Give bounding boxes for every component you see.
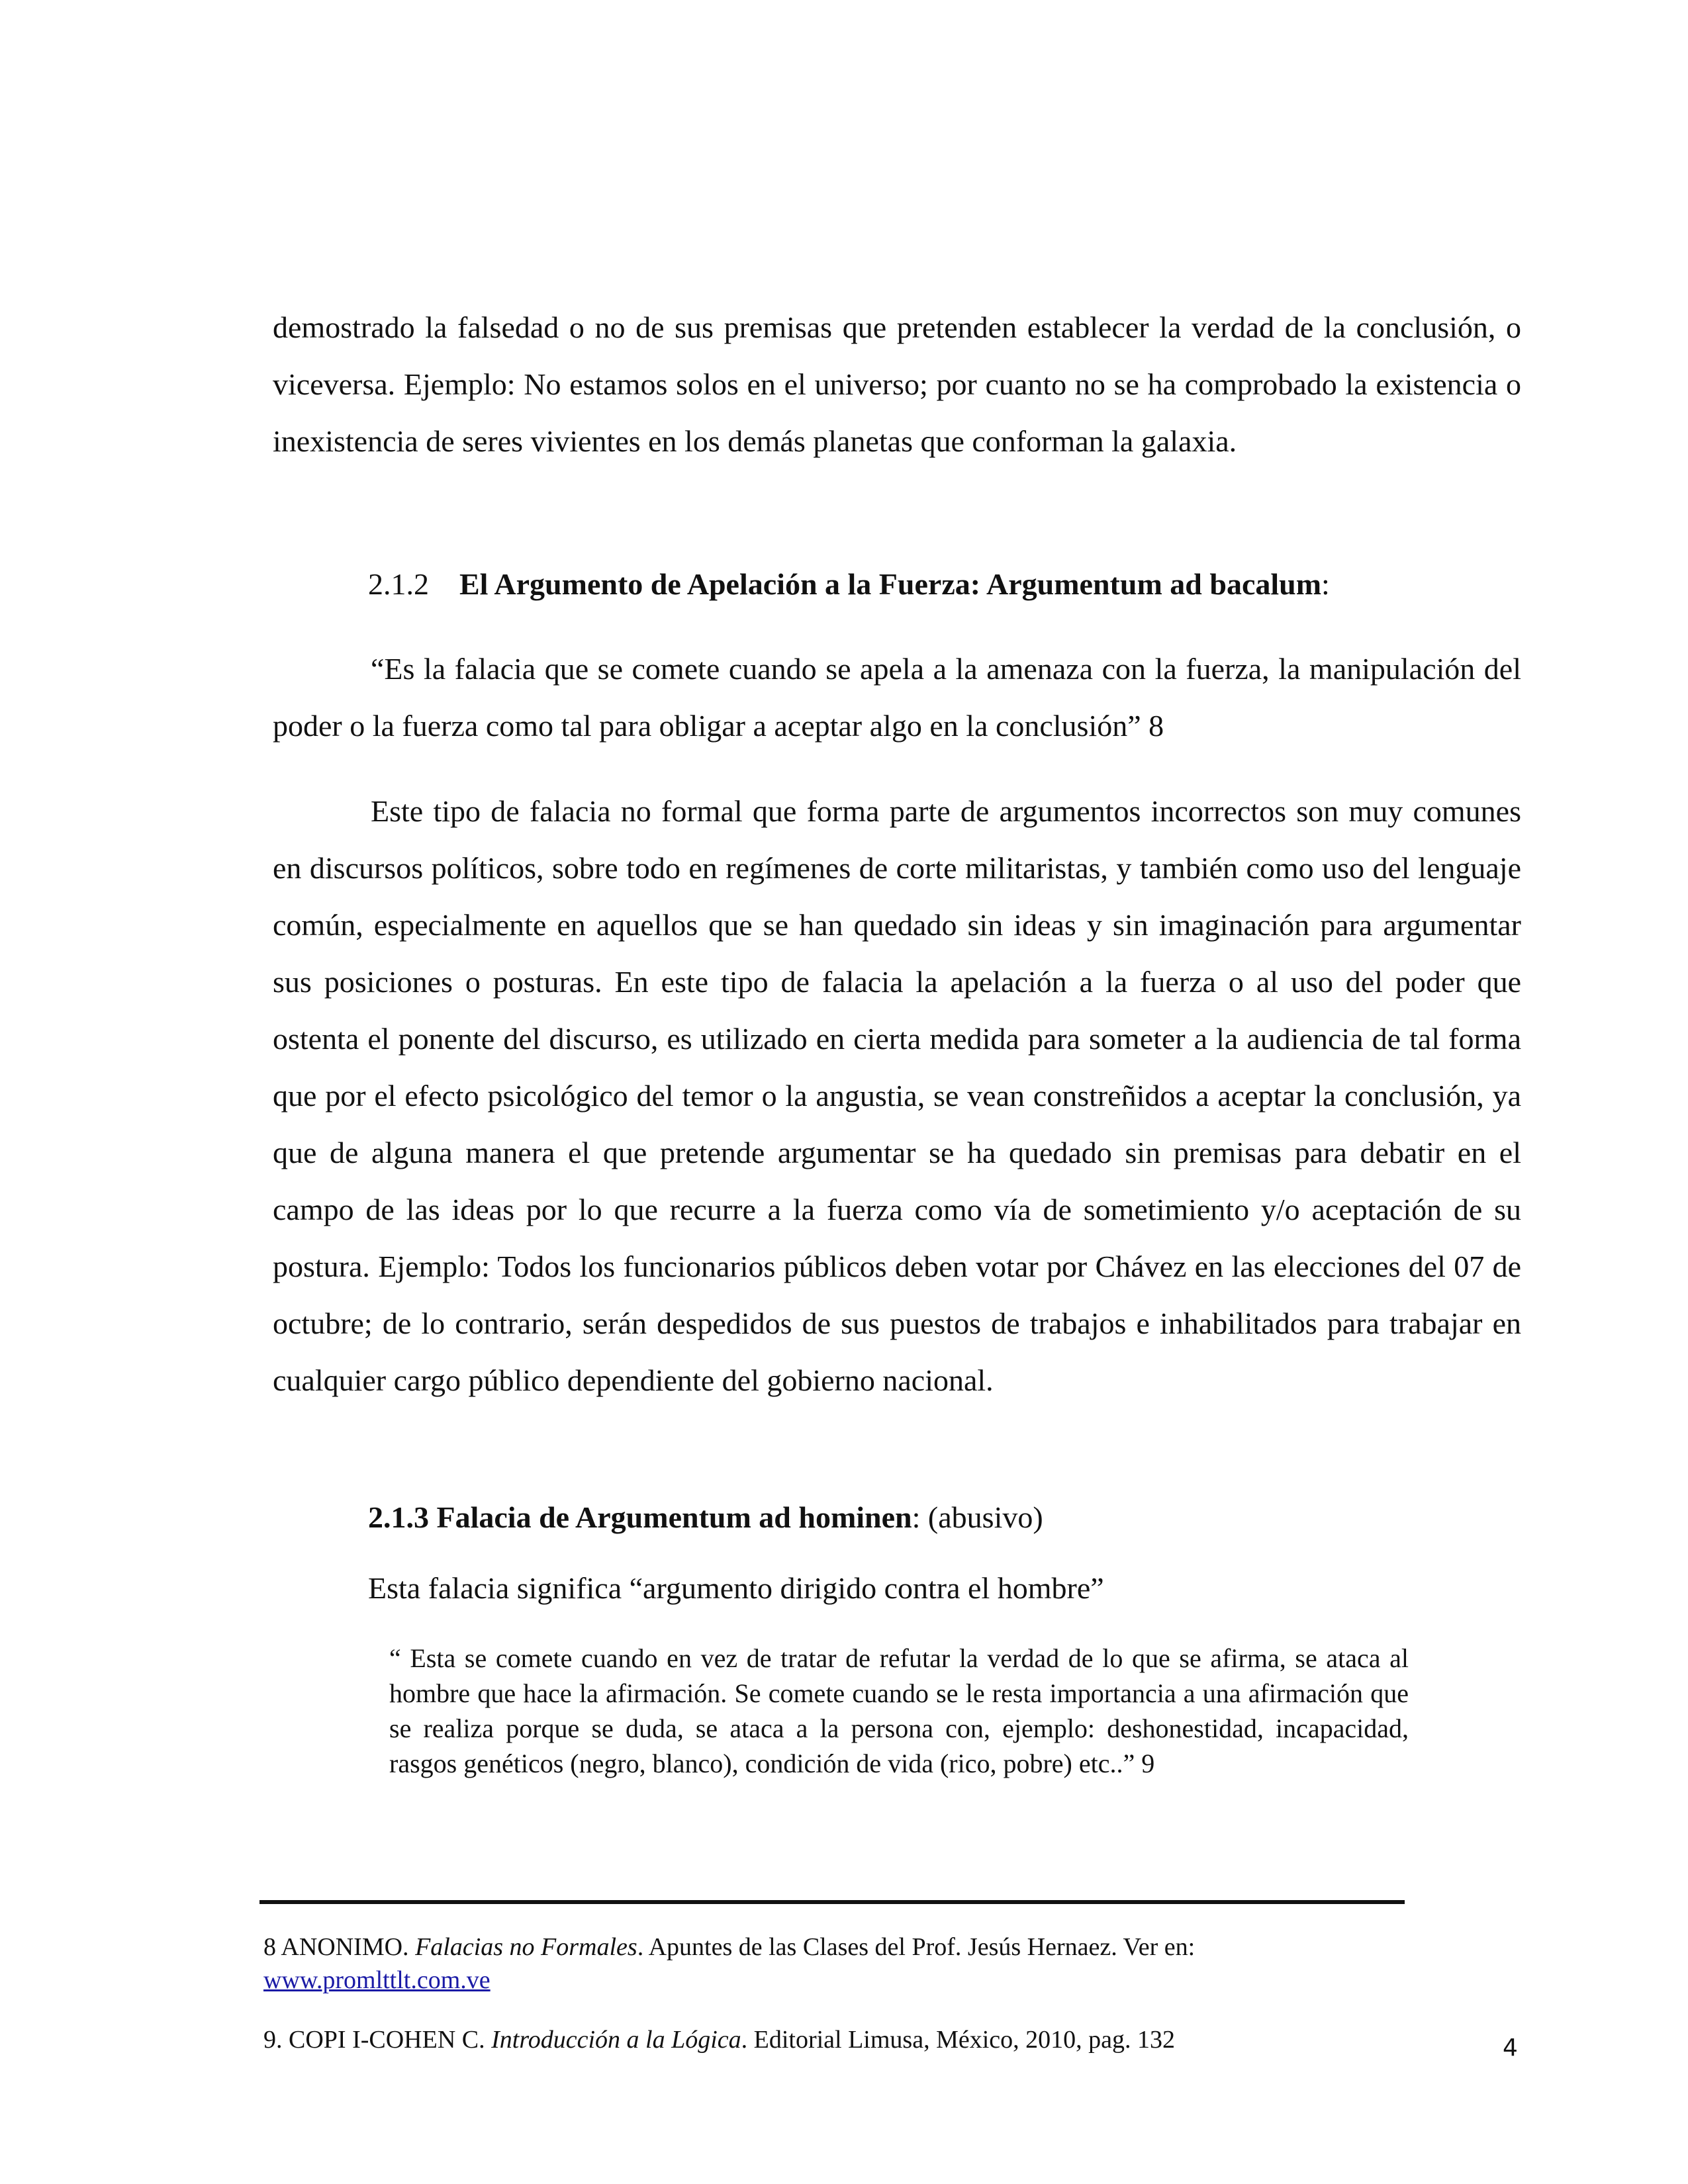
section-title: 2.1.3 Falacia de Argumentum ad hominen [368,1500,912,1534]
body-paragraph: Este tipo de falacia no formal que forma parte de argumentos incorrectos son muy comunes en discursos políticos, sobre todo en regímenes de corte militaristas, y también como uso del lenguaje común, especialmente en aquellos que se han quedado sin ideas y sin imaginación para argumentar sus posiciones o posturas. En este tipo de falacia la apelación a la fuerza o al uso del poder que ostenta el ponente del discurso, es utilizado en cierta medida para someter a la audiencia de tal forma que por el efecto psicológico del temor o la angustia, se vean constreñidos a aceptar la conclusión, ya que de alguna manera el que pretende argumentar se ha quedado sin premisas para debatir en el campo de las ideas por lo que recurre a la fuerza como vía de sometimiento y/o aceptación de su postura. Ejemplo: Todos los funcionarios públicos deben votar por Chávez en las elecciones del 07 de octubre; de lo contrario, serán despedidos de sus puestos de trabajos e inhabilitados para trabajar en cualquier cargo público dependiente del gobierno nacional. [273,794,1521,1397]
footnote-separator [259,1900,1405,1904]
footnote-8-link[interactable]: www.promlttlt.com.ve [263,1966,491,1994]
section-subtitle: : (abusivo) [912,1500,1043,1534]
fallacy-meaning: Esta falacia significa “argumento dirigido contra el hombre” [368,1571,1104,1605]
footnote-9 [263,2023,1389,2056]
section-title: El Argumento de Apelación a la Fuerza: Argumentum ad bacalum [459,567,1322,601]
footnote-8 [263,1931,1389,1997]
footnote-8-title: Falacias no Formales [415,1933,637,1961]
footnote-9-author: 9. COPI I-COHEN C. [263,2026,492,2054]
section-colon: : [1321,567,1330,601]
footnote-8-text: . Apuntes de las Clases del Prof. Jesús Hernaez. Ver en: [637,1933,1196,1961]
definition-quote: “Es la falacia que se comete cuando se apela a la amenaza con la fuerza, la manipulación del poder o la fuerza como tal para obligar a aceptar algo en la conclusión” 8 [273,652,1521,743]
section-heading-2-1-2 [368,565,1330,604]
page-number: 4 [1503,2034,1518,2062]
section-number: 2.1.2 [368,567,429,601]
paragraph-continuation: demostrado la falsedad o no de sus premisas que pretenden establecer la verdad de la conclusión, o viceversa. Ejemplo: No estamos solos en el universo; por cuanto no se ha comprobado la existencia o inexistencia de seres vivientes en los demás planetas que conforman la galaxia. [273,310,1521,458]
section-heading-2-1-3 [368,1498,1043,1537]
block-quote: “ Esta se comete cuando en vez de tratar de refutar la verdad de lo que se afirma, se ataca al hombre que hace la afirmación. Se comete cuando se le resta importancia a una afirmación que se realiza porque se duda, se ataca a la persona con, ejemplo: deshonestidad, incapacidad, rasgos genéticos (negro, blanco), condición de vida (rico, pobre) etc..” 9 [389,1643,1409,1778]
footnote-8-author: 8 ANONIMO. [263,1933,416,1961]
footnote-9-text: . Editorial Limusa, México, 2010, pag. 132 [741,2026,1176,2054]
footnote-9-title: Introducción a la Lógica [491,2026,741,2054]
